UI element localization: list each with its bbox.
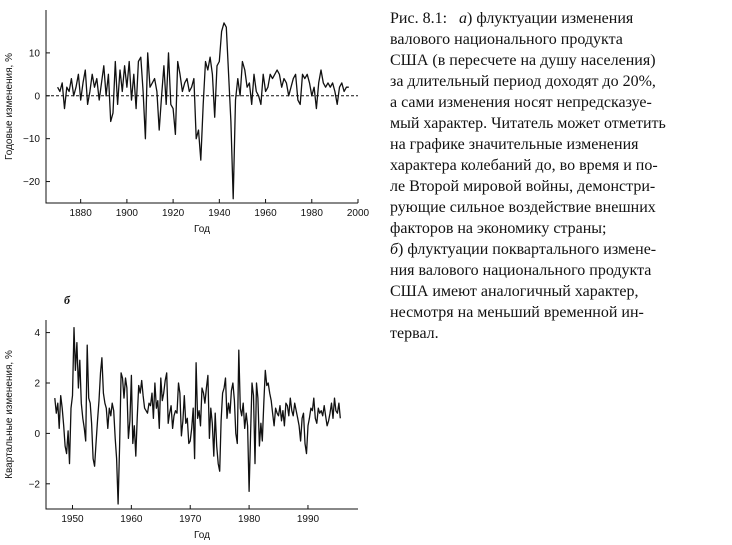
caption-text: факторов на экономику страны; [390, 220, 607, 237]
caption-line [390, 71, 720, 92]
x-tick-label: 1970 [179, 514, 202, 525]
caption-line [390, 260, 720, 281]
x-tick-label: 1980 [300, 208, 323, 219]
caption-line [390, 155, 720, 176]
caption-line [390, 29, 720, 50]
x-tick-label: 1900 [115, 208, 139, 219]
caption-panel-letter: б [390, 241, 399, 258]
caption-text: на графике значительные изменения [390, 136, 639, 153]
caption-text: а сами изменения носят непредсказуе- [390, 94, 652, 111]
x-tick-label: 1920 [161, 208, 185, 219]
caption-text: США (в пересчете на душу населения) [390, 52, 656, 69]
series-line [55, 328, 341, 504]
caption-line [390, 134, 720, 155]
x-tick-label: 1960 [120, 514, 143, 525]
caption-text: мый характер. Читатель может отметить [390, 115, 666, 132]
y-tick-label: −10 [23, 134, 40, 146]
caption-text: рующие сильное воздействие внешних [390, 199, 656, 216]
y-axis-title: Годовые изменения, % [4, 53, 15, 160]
caption-text: за длительный период доходят до 20%, [390, 73, 656, 90]
caption-text: ле Второй мировой войны, демонстри- [390, 178, 656, 195]
x-tick-label: 1980 [237, 514, 261, 525]
caption-line [390, 92, 720, 113]
caption-text: ) флуктуации изменения [467, 10, 634, 27]
x-axis-title: Год [194, 224, 210, 235]
annual-change-chart [0, 0, 380, 245]
y-axis-title: Квартальные изменения, % [4, 350, 15, 479]
series-line [58, 23, 349, 199]
caption-figure-ref: Рис. 8.1: [390, 10, 460, 27]
caption-text: ) флуктуации поквартального измене- [398, 241, 657, 258]
x-tick-label: 1940 [208, 208, 231, 219]
figure-caption [390, 8, 720, 388]
caption-text: ния валового национального продукта [390, 262, 652, 279]
x-tick-label: 2000 [346, 208, 370, 219]
caption-text: тервал. [390, 325, 439, 342]
caption-line [390, 50, 720, 71]
caption-panel-letter: а [459, 10, 468, 27]
caption-line [390, 281, 720, 302]
axis-frame [46, 10, 358, 203]
y-tick-label: 0 [34, 91, 40, 103]
x-tick-label: 1990 [296, 514, 320, 525]
y-tick-label: 2 [34, 378, 40, 390]
caption-text: валового национального продукта [390, 31, 623, 48]
y-tick-label: −20 [23, 177, 40, 189]
caption-text: характера колебаний до, во время и по- [390, 157, 658, 174]
axis-frame [46, 320, 358, 509]
x-tick-label: 1880 [69, 208, 92, 219]
caption-line [390, 218, 720, 239]
quarterly-change-chart [0, 290, 380, 545]
panel-letter: б [64, 293, 70, 307]
caption-line [390, 302, 720, 323]
caption-line [390, 8, 720, 29]
caption-line [390, 197, 720, 218]
caption-text: США имеют аналогичный характер, [390, 283, 639, 300]
caption-line [390, 323, 720, 344]
caption-line [390, 113, 720, 134]
y-tick-label: 4 [34, 328, 40, 340]
y-tick-label: 0 [34, 428, 40, 440]
caption-line [390, 176, 720, 197]
y-tick-label: −2 [28, 479, 40, 491]
x-axis-title: Год [194, 530, 210, 541]
caption-text: несмотря на меньший временной ин- [390, 304, 644, 321]
caption-line [390, 239, 720, 260]
x-tick-label: 1950 [61, 514, 84, 525]
y-tick-label: 10 [28, 48, 40, 60]
x-tick-label: 1960 [254, 208, 277, 219]
